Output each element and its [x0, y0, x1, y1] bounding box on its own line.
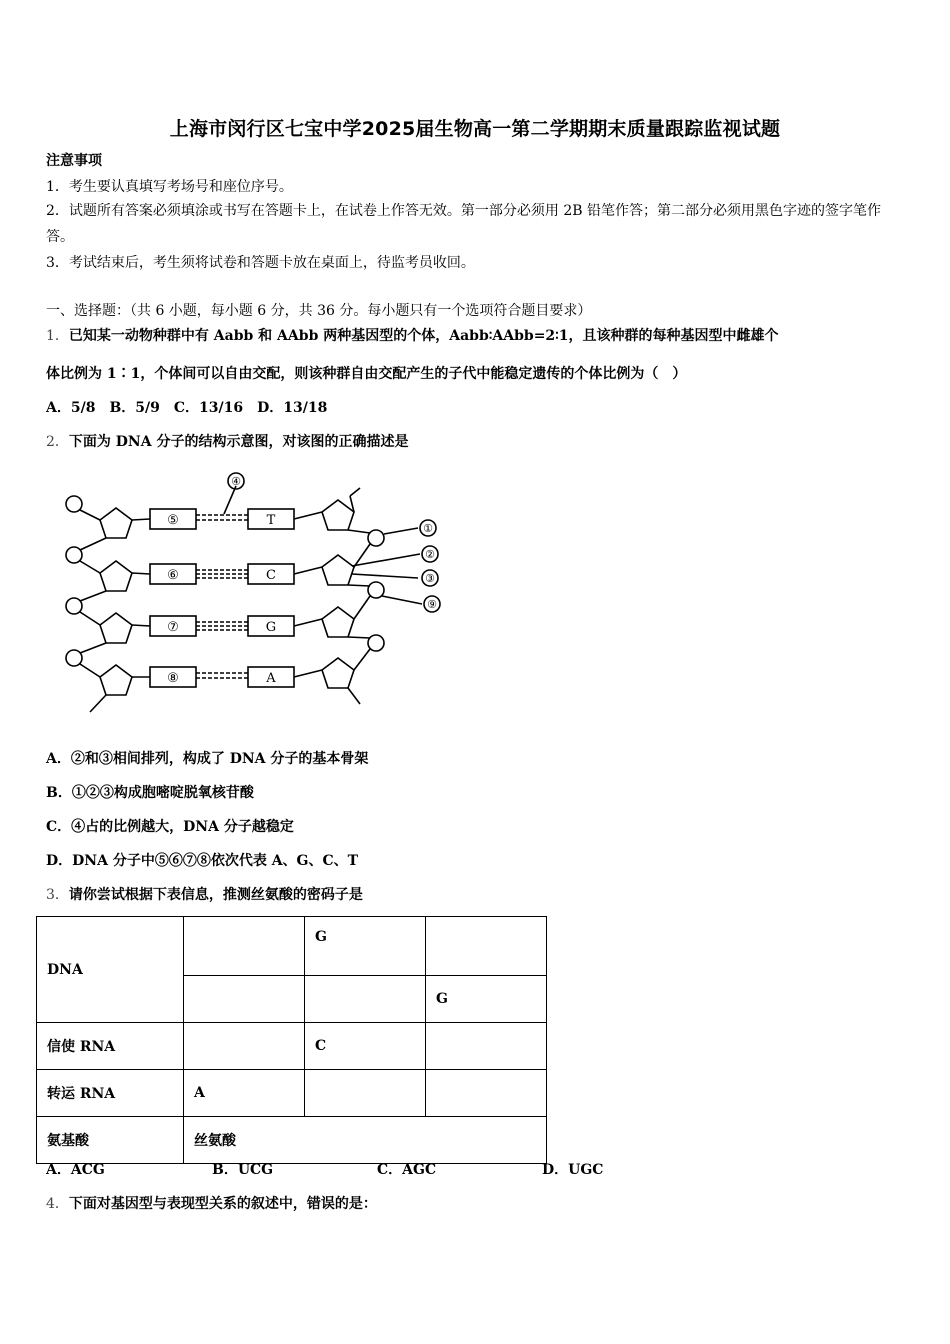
phosphate-circle [66, 547, 82, 563]
question-3-option-d: D．UGC [542, 1162, 604, 1178]
phosphate-circle [368, 582, 384, 598]
table-cell: C [305, 1023, 426, 1070]
question-2-option-b: B．①②③构成胞嘧啶脱氧核苷酸 [46, 785, 254, 801]
table-cell: DNA [37, 917, 184, 1023]
right-base-label: C [266, 568, 276, 583]
page-title: 上海市闵行区七宝中学2025届生物高一第二学期期末质量跟踪监视试题 [169, 118, 781, 140]
right-base-label: G [265, 620, 277, 635]
question-2-option-a: A．②和③相间排列，构成了 DNA 分子的基本骨架 [46, 751, 369, 767]
question-1-line1: 1．已知某一动物种群中有 Aabb 和 AAbb 两种基因型的个体，Aabb∶AAbb=2∶1，且该种群的每种基因型中雌雄个 [46, 328, 779, 344]
label-4: ④ [231, 475, 241, 488]
left-base-label: ⑦ [167, 620, 179, 635]
right-base-label: T [266, 513, 276, 528]
notice-item-1: 1．考生要认真填写考场号和座位序号。 [46, 179, 293, 195]
question-1-line2: 体比例为 1∶1，个体间可以自由交配，则该种群自由交配产生的子代中能稳定遗传的个体比例为（ ） [46, 366, 687, 382]
table-cell [184, 976, 305, 1023]
table-cell: 丝氨酸 [184, 1117, 547, 1164]
phosphate-circle [66, 598, 82, 614]
question-1-options: A．5/8 B．5/9 C．13/16 D．13/18 [46, 400, 328, 416]
left-base-label: ⑤ [167, 513, 179, 528]
left-base-label: ⑧ [167, 671, 179, 686]
table-cell: G [426, 976, 547, 1023]
table-cell: 转运 RNA [37, 1070, 184, 1117]
question-number: 1． [46, 328, 69, 344]
question-4-stem: 4．下面对基因型与表现型关系的叙述中，错误的是： [46, 1196, 377, 1212]
question-number: 3． [46, 887, 69, 903]
deoxyribose-pentagon [100, 561, 132, 591]
question-3-stem: 3．请你尝试根据下表信息，推测丝氨酸的密码子是 [46, 887, 363, 903]
question-2-option-c: C．④占的比例越大，DNA 分子越稳定 [46, 819, 294, 835]
question-number: 4． [46, 1196, 69, 1212]
question-3-option-a: A．ACG [46, 1162, 105, 1178]
notice-heading: 注意事项 [46, 153, 102, 169]
table-cell [305, 976, 426, 1023]
phosphate-circle [66, 650, 82, 666]
question-2-option-d: D．DNA 分子中⑤⑥⑦⑧依次代表 A、G、C、T [46, 853, 359, 869]
label-1: ① [423, 522, 433, 535]
phosphate-circle [368, 635, 384, 651]
question-number: 2． [46, 434, 69, 450]
table-cell [184, 1023, 305, 1070]
table-cell [426, 917, 547, 976]
label-9: ⑨ [427, 598, 437, 611]
question-3-option-b: B．UCG [212, 1162, 274, 1178]
table-cell [426, 1023, 547, 1070]
codon-table [36, 916, 547, 1164]
table-cell: A [184, 1070, 305, 1117]
question-3-option-c: C．AGC [377, 1162, 437, 1178]
phosphate-circle [66, 496, 82, 512]
table-cell: 氨基酸 [37, 1117, 184, 1164]
table-cell: G [305, 917, 426, 976]
deoxyribose-pentagon [322, 658, 354, 688]
notice-item-3: 3．考试结束后，考生须将试卷和答题卡放在桌面上，待监考员收回。 [46, 255, 475, 271]
deoxyribose-pentagon [322, 500, 354, 530]
deoxyribose-pentagon [100, 613, 132, 643]
label-3: ③ [425, 572, 435, 585]
deoxyribose-pentagon [322, 607, 354, 637]
deoxyribose-pentagon [100, 508, 132, 538]
section-heading: 一、选择题：（共 6 小题，每小题 6 分，共 36 分。每小题只有一个选项符合题目要求） [46, 303, 592, 319]
table-cell [305, 1070, 426, 1117]
table-cell: 信使 RNA [37, 1023, 184, 1070]
deoxyribose-pentagon [100, 665, 132, 695]
table-cell [184, 917, 305, 976]
deoxyribose-pentagon [322, 555, 354, 585]
table-cell [426, 1070, 547, 1117]
notice-item-2: 2．试题所有答案必须填涂或书写在答题卡上，在试卷上作答无效。第一部分必须用 2B 铅笔作答；第二部分必须用黑色字迹的签字笔作答。 [46, 203, 881, 245]
phosphate-circle [368, 530, 384, 546]
left-base-label: ⑥ [167, 568, 179, 583]
right-base-label: A [266, 671, 276, 686]
question-2-stem: 2．下面为 DNA 分子的结构示意图，对该图的正确描述是 [46, 434, 409, 450]
label-2: ② [425, 548, 435, 561]
dna-structure-diagram [60, 468, 460, 718]
